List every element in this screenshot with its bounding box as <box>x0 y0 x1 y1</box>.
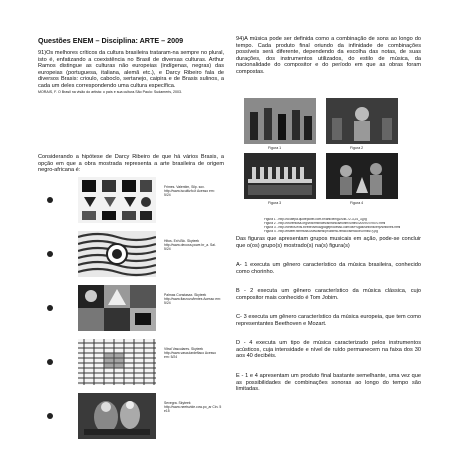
figure-references <box>264 218 424 234</box>
figure-ref: Figura 1 - http://ocutepa.quotepoitel.com.br/article/fig1/s/kt-72-3,24_3.jpg <box>264 218 367 221</box>
figure-ref: Figura 3 - http://celecs.exis.br/exeuvtrua/jpageprocesso.com/de/Fugas/sinfons/lerp/sinfones.html <box>264 225 401 229</box>
answer-c[interactable]: C- 3 executa um gênero característico da música europeia, que tem como representantes Beethoven e Mozart. <box>236 314 421 327</box>
answer-b[interactable]: B - 2 executa um gênero característico da música clássica, cujo compositor mais conhecido é Tom Jobim. <box>236 288 421 301</box>
figure-3-photo <box>244 153 316 199</box>
page-title: Questões ENEM – Disciplina: ARTE – 2009 <box>38 36 184 45</box>
bullet-icon <box>47 359 53 365</box>
figure-4-label: Figura 4 <box>350 201 364 205</box>
option-3[interactable] <box>38 285 238 335</box>
option-5-artwork <box>78 393 156 439</box>
figure-2-label: Figura 2 <box>350 146 364 150</box>
option-4-artwork <box>78 339 156 385</box>
option-5[interactable] <box>38 393 238 443</box>
q91-source: MORAIS, F. O Brasil na visão do artista: o país e sua cultura.São Paulo: Sudameris, 2003. <box>38 89 183 94</box>
bullet-icon <box>47 413 53 419</box>
figure-1-label: Figura 1 <box>268 146 282 150</box>
answer-e[interactable]: E - 1 e 4 apresentam um produto final bastante semelhante, uma vez que as possibilidades de combinações sonoras ao longo do tempo são limitadas. <box>236 373 421 393</box>
option-2-caption: Hitos. Exh.Blc. Skyteek http://www.decoxa.pcwe.br_a. Sai. 5/24 <box>164 239 216 251</box>
figure-2-photo <box>326 98 398 144</box>
option-4[interactable] <box>38 339 238 389</box>
q91-text-body: 91)Os melhores críticos da cultura brasileira trataram-na sempre no plural, isto é, enfatizando a coexistência no Brasil de diversas culturas. Arthur Ramos distingue as culturas não europeias (indígenas, negras) das europeias (portuguesa, italiana, alemã etc.), e Darcy Ribeiro fala de diversos Brasis: crioulo, caboclo, sertanejo, caipira e de Brasis sulinos, a cada um deles correspondendo uma cultura específica. <box>38 50 224 89</box>
q94-question: Das figuras que apresentam grupos musicais em ação, pode-se concluir que o(os) grupo(s) mostrado(s) na(s) figura(s) <box>236 236 421 249</box>
option-2-artwork <box>78 231 156 277</box>
option-2[interactable] <box>38 231 238 281</box>
option-4-caption: Vitral Vasculares. Skyteek http://www.vasculardeflaco Acesso em: 5/24 <box>164 347 217 359</box>
bullet-icon <box>47 305 53 311</box>
answer-d[interactable]: D - 4 executa um tipo de música caracterizado pelos instrumentos acústicos, cuja intensidade e nível de ruído permanecem na faixa dos 30 aos 40 decibéis. <box>236 340 421 360</box>
q94-text: 94)A música pode ser definida como a combinação de sons ao longo do tempo. Cada produto final oriundo da infinidade de combinações possíveis será diferente, dependendo da escolha das notas, de suas durações, dos instrumentos utilizados, do estilo de música, da nacionalidade do compositor e do período em que as obras foram compostas. <box>236 36 421 75</box>
figure-4-photo <box>326 153 398 199</box>
option-1-caption: Frimes. Valentim, Silp. sov. http://www.iscultizfo.it Acesso em: 5/24 <box>164 185 215 197</box>
q91-text <box>38 50 224 94</box>
bullet-icon <box>47 251 53 257</box>
bullet-icon <box>47 197 53 203</box>
option-1[interactable] <box>38 177 238 227</box>
figure-3-label: Figura 3 <box>268 201 282 205</box>
figure-ref: Figura 2 - http://cfurentosa.org/vivk/fmilhoes/sinfonica/florim/Sinfnc/2009/07/9570.html <box>264 221 386 225</box>
option-3-caption: Palmas Constasax. Skyteek http://www.flarzovo/lentes Acesso em: 5/24 <box>164 293 221 305</box>
option-1-artwork <box>78 177 156 223</box>
figure-1-photo <box>244 98 316 144</box>
answer-a[interactable]: A- 1 executa um gênero característico da música brasileira, conhecido como chorinho. <box>236 262 421 275</box>
figure-ref: Figura 4 - http://bsteer.filmmuss.usitvi/aleis/pr/ubiera-rerdoo/siefocoel-inhss/?j-pg <box>264 229 378 233</box>
option-5-caption: Sevegra. Skyteek http://www.neetsvide.cow.po_ar Cin. 5 e15 <box>164 401 222 413</box>
option-3-artwork <box>78 285 156 331</box>
q91-question: Considerando a hipótese de Darcy Ribeiro de que há vários Brasis, a opção em que a obra mostrada representa a arte brasileira de origem negro-africana é: <box>38 154 224 174</box>
